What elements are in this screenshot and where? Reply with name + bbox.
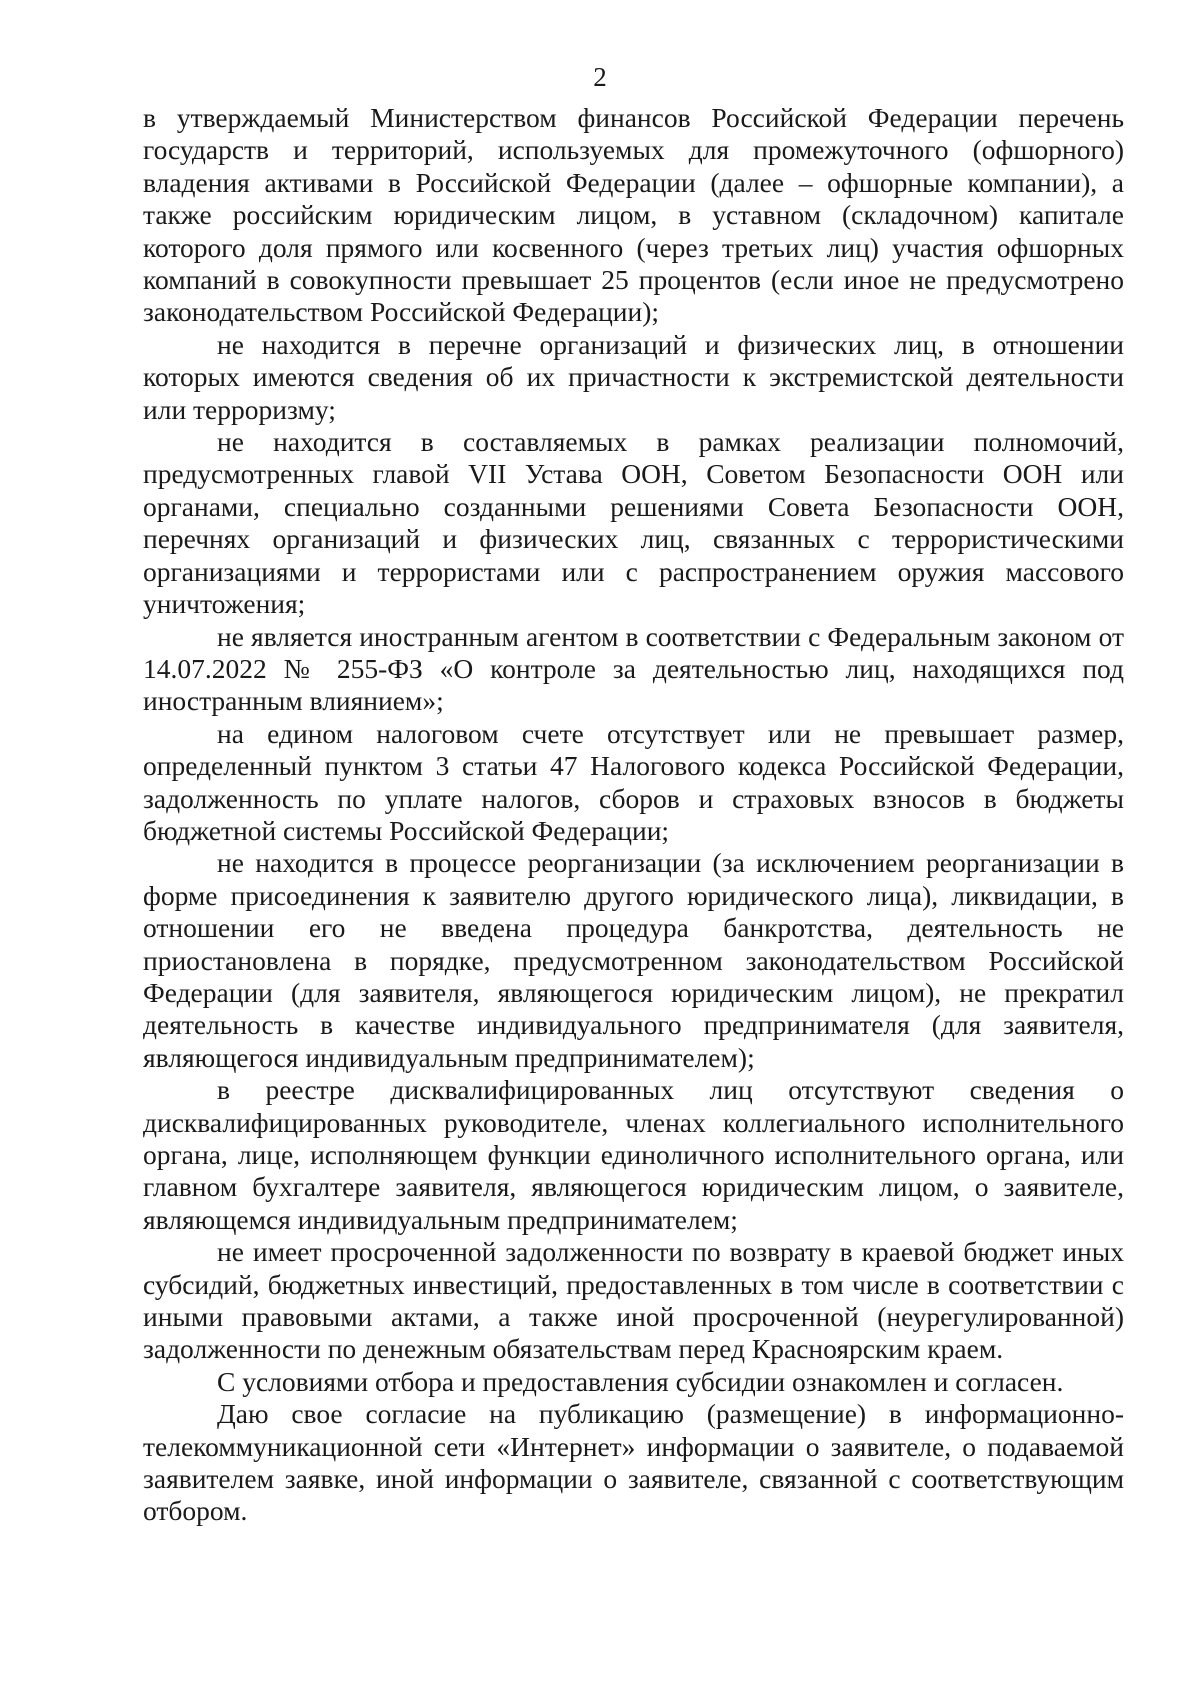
paragraph-reorganization: не находится в процессе реорганизации (за исключением реорганизации в форме присоединения к заявителю другого юридического лица), ликвидации, в отношении его не введена процедура банкротства, деятельность не приостановлена в порядке, предусмотренном законодательством Российской Федерации (для заявителя, являющегося юридическим лицом), не прекратил деятельность в качестве индивидуального предпринимателя (для заявителя, являющегося индивидуальным предпринимателем); <box>143 847 1124 1073</box>
paragraph-disqualified-registry: в реестре дисквалифицированных лиц отсутствуют сведения о дисквалифицированных руководителе, членах коллегиального исполнительного органа, лице, исполняющем функции единоличного исполнительного органа, или главном бухгалтере заявителя, являющегося юридическим лицом, о заявителе, являющемся индивидуальным предпринимателем; <box>143 1074 1124 1235</box>
paragraph-tax-debt: на едином налоговом счете отсутствует или не превышает размер, определенный пунктом 3 статьи 47 Налогового кодекса Российской Федерации, задолженность по уплате налогов, сборов и страховых взносов в бюджеты бюджетной системы Российской Федерации; <box>143 717 1124 846</box>
paragraph-extremism-list: не находится в перечне организаций и физических лиц, в отношении которых имеются сведения об их причастности к экстремистской деятельности или терроризму; <box>143 328 1124 425</box>
paragraph-conditions-agreement: С условиями отбора и предоставления субсидии ознакомлен и согласен. <box>217 1365 1064 1397</box>
document-body <box>143 102 1124 1528</box>
paragraph-offshore-continuation: в утверждаемый Министерством финансов Российской Федерации перечень государств и территорий, используемых для промежуточного (офшорного) владения активами в Российской Федерации (далее – офшорные компании), а также российским юридическим лицом, в уставном (складочном) капитале которого доля прямого или косвенного (через третьих лиц) участия офшорных компаний в совокупности превышает 25 процентов (если иное не предусмотрено законодательством Российской Федерации); <box>143 102 1124 328</box>
paragraph-foreign-agent: не является иностранным агентом в соответствии с Федеральным законом от 14.07.2022 № 255-ФЗ «О контроле за деятельностью лиц, находящихся под иностранным влиянием»; <box>143 620 1124 717</box>
paragraph-overdue-debt: не имеет просроченной задолженности по возврату в краевой бюджет иных субсидий, бюджетных инвестиций, предоставленных в том числе в соответствии с иными правовыми актами, а также иной просроченной (неурегулированной) задолженности по денежным обязательствам перед Красноярским краем. <box>143 1236 1124 1365</box>
paragraph-publication-consent: Даю свое согласие на публикацию (размещение) в информационно-телекоммуникационной сети «Интернет» информации о заявителе, о подаваемой заявителем заявке, иной информации о заявителе, связанной с соответствующим отбором. <box>143 1398 1124 1527</box>
page-number: 2 <box>593 62 607 92</box>
paragraph-un-sanctions-list: не находится в составляемых в рамках реализации полномочий, предусмотренных главой VII Устава ООН, Советом Безопасности ООН или органами, специально созданными решениями Совета Безопасности ООН, перечнях организаций и физических лиц, связанных с террористическими организациями и террористами или с распространением оружия массового уничтожения; <box>143 426 1124 620</box>
